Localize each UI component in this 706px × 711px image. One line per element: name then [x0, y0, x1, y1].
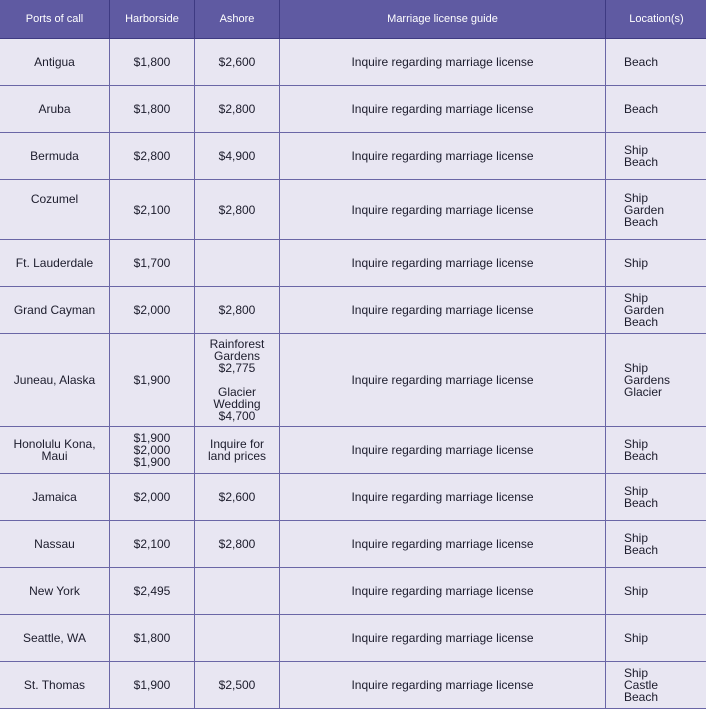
locations-cell: Ship Beach — [606, 521, 706, 568]
locations-cell: Ship — [606, 615, 706, 662]
harborside-price-cell: $1,900 $2,000 $1,900 — [110, 427, 195, 474]
port-cell: New York — [0, 568, 110, 615]
marriage-license-cell: Inquire regarding marriage license — [280, 240, 606, 287]
marriage-license-cell: Inquire regarding marriage license — [280, 474, 606, 521]
ashore-price-cell: $2,800 — [195, 521, 280, 568]
port-cell: Seattle, WA — [0, 615, 110, 662]
table-row — [0, 180, 706, 240]
table-row — [0, 39, 706, 86]
harborside-price-cell: $1,700 — [110, 240, 195, 287]
table-row — [0, 427, 706, 474]
port-cell: Bermuda — [0, 133, 110, 180]
marriage-license-cell: Inquire regarding marriage license — [280, 39, 606, 86]
harborside-price-cell: $1,800 — [110, 39, 195, 86]
ashore-price-cell: $2,800 — [195, 287, 280, 334]
table-row — [0, 334, 706, 427]
ashore-price-cell: $2,800 — [195, 180, 280, 240]
port-cell: Juneau, Alaska — [0, 334, 110, 427]
ashore-price-cell: $2,600 — [195, 474, 280, 521]
header-locations: Location(s) — [606, 0, 706, 39]
port-cell: Nassau — [0, 521, 110, 568]
harborside-price-cell: $2,100 — [110, 521, 195, 568]
ashore-price-cell: $4,900 — [195, 133, 280, 180]
harborside-price-cell: $1,800 — [110, 615, 195, 662]
table-row — [0, 287, 706, 334]
locations-cell: Ship Beach — [606, 133, 706, 180]
locations-cell: Ship Castle Beach — [606, 662, 706, 709]
ashore-price-cell: $2,800 — [195, 86, 280, 133]
port-cell: Antigua — [0, 39, 110, 86]
table-row — [0, 615, 706, 662]
marriage-license-cell: Inquire regarding marriage license — [280, 133, 606, 180]
header-marriage-license-guide: Marriage license guide — [280, 0, 606, 39]
marriage-license-cell: Inquire regarding marriage license — [280, 662, 606, 709]
harborside-price-cell: $1,900 — [110, 334, 195, 427]
locations-cell: Ship Beach — [606, 474, 706, 521]
marriage-license-cell: Inquire regarding marriage license — [280, 568, 606, 615]
table-row — [0, 133, 706, 180]
marriage-license-cell: Inquire regarding marriage license — [280, 427, 606, 474]
table-row — [0, 474, 706, 521]
harborside-price-cell: $1,800 — [110, 86, 195, 133]
ashore-price-cell: $2,600 — [195, 39, 280, 86]
locations-cell: Ship Garden Beach — [606, 180, 706, 240]
table-row — [0, 86, 706, 133]
harborside-price-cell: $2,000 — [110, 474, 195, 521]
header-ashore: Ashore — [195, 0, 280, 39]
ashore-price-cell — [195, 240, 280, 287]
locations-cell: Ship Gardens Glacier — [606, 334, 706, 427]
ashore-price-cell: Inquire for land prices — [195, 427, 280, 474]
port-cell: Aruba — [0, 86, 110, 133]
ashore-price-cell: Rainforest Gardens $2,775 Glacier Wedding $4,700 — [195, 334, 280, 427]
ashore-price-cell — [195, 615, 280, 662]
marriage-license-cell: Inquire regarding marriage license — [280, 86, 606, 133]
header-ports-of-call: Ports of call — [0, 0, 110, 39]
table-header-row — [0, 0, 706, 39]
marriage-license-cell: Inquire regarding marriage license — [280, 521, 606, 568]
locations-cell: Ship Beach — [606, 427, 706, 474]
locations-cell: Ship — [606, 240, 706, 287]
port-cell: St. Thomas — [0, 662, 110, 709]
port-cell: Honolulu Kona, Maui — [0, 427, 110, 474]
marriage-license-cell: Inquire regarding marriage license — [280, 180, 606, 240]
locations-cell: Beach — [606, 86, 706, 133]
marriage-license-cell: Inquire regarding marriage license — [280, 615, 606, 662]
port-cell: Jamaica — [0, 474, 110, 521]
table-row — [0, 662, 706, 709]
harborside-price-cell: $2,495 — [110, 568, 195, 615]
port-cell: Cozumel — [0, 180, 110, 240]
harborside-price-cell: $1,900 — [110, 662, 195, 709]
harborside-price-cell: $2,000 — [110, 287, 195, 334]
table-row — [0, 521, 706, 568]
ashore-price-cell: $2,500 — [195, 662, 280, 709]
marriage-license-cell: Inquire regarding marriage license — [280, 334, 606, 427]
port-cell: Grand Cayman — [0, 287, 110, 334]
header-harborside: Harborside — [110, 0, 195, 39]
harborside-price-cell: $2,100 — [110, 180, 195, 240]
table-row — [0, 240, 706, 287]
harborside-price-cell: $2,800 — [110, 133, 195, 180]
table-row — [0, 568, 706, 615]
locations-cell: Ship Garden Beach — [606, 287, 706, 334]
marriage-license-cell: Inquire regarding marriage license — [280, 287, 606, 334]
locations-cell: Beach — [606, 39, 706, 86]
ashore-price-cell — [195, 568, 280, 615]
port-cell: Ft. Lauderdale — [0, 240, 110, 287]
locations-cell: Ship — [606, 568, 706, 615]
